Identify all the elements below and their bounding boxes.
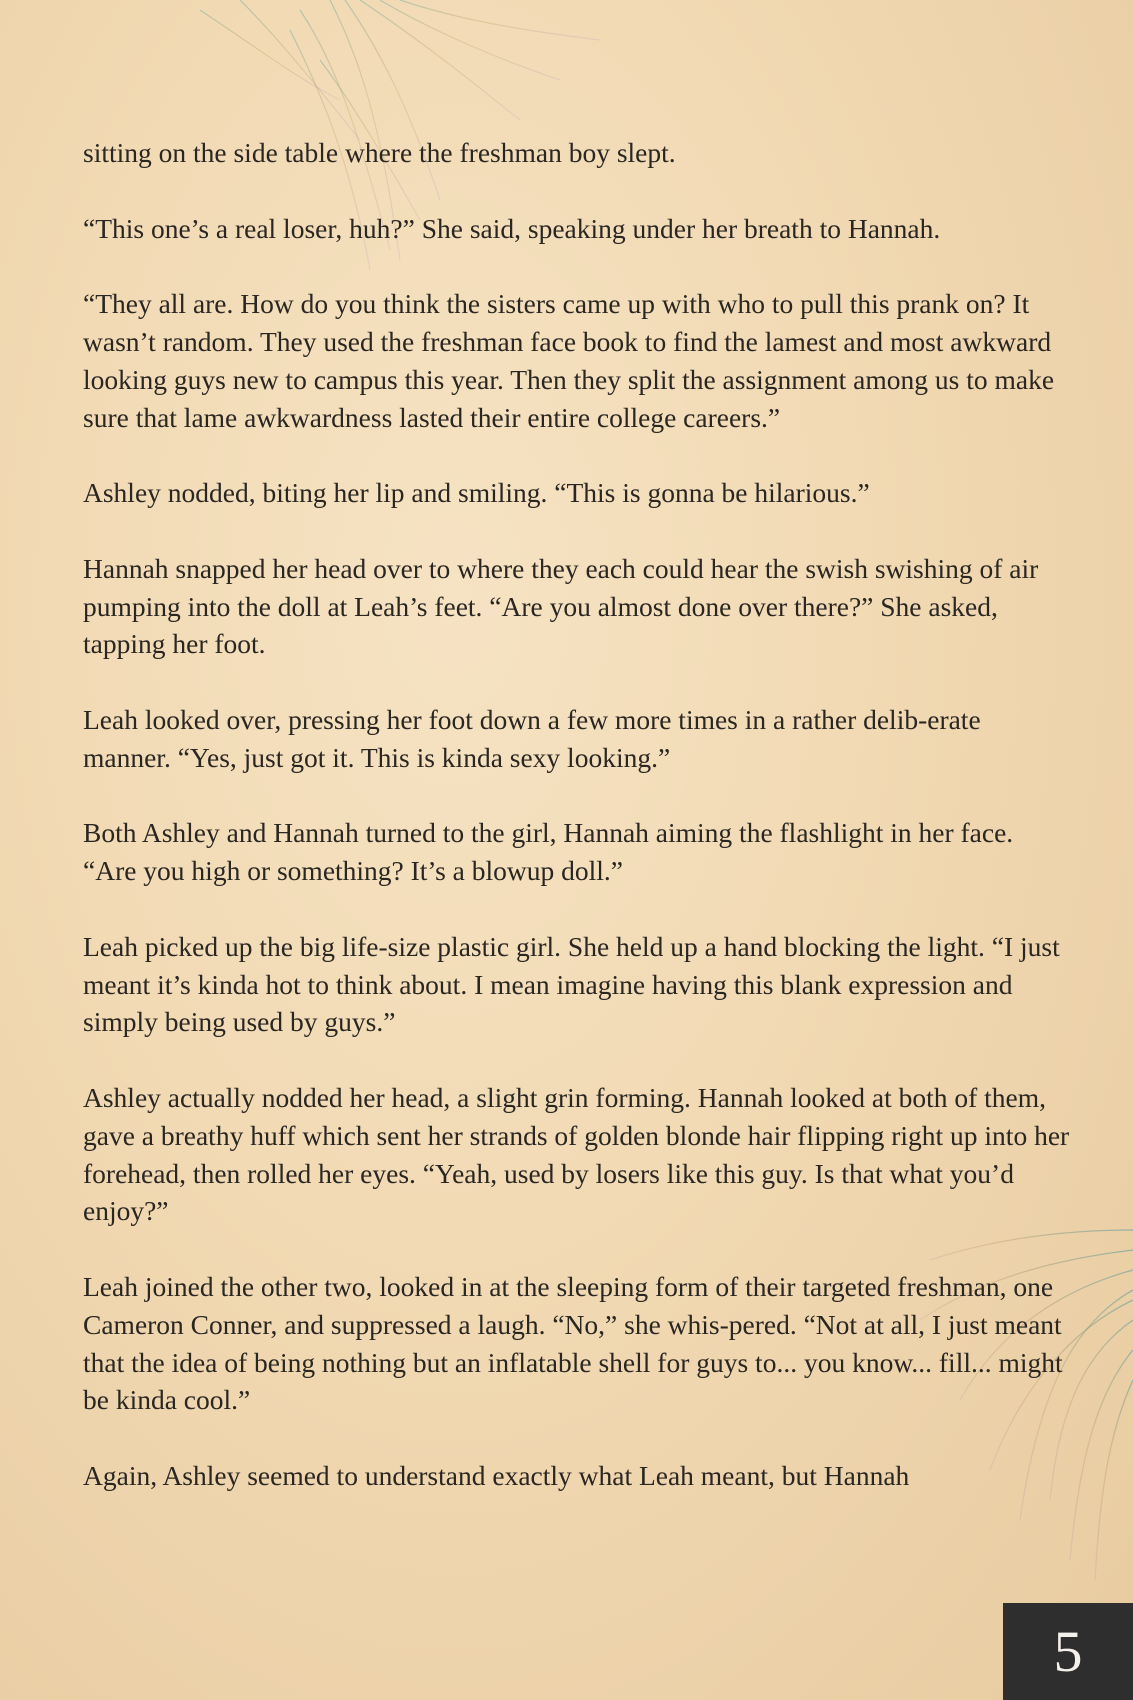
paragraph: sitting on the side table where the freshman boy slept. — [83, 137, 676, 168]
paragraph: “This one’s a real loser, huh?” She said, speaking under her breath to Hannah. — [83, 212, 941, 244]
paragraph: Ashley actually nodded her head, a slight grin forming. Hannah looked at both of them, gave a breathy huff which sent her strands of golden blonde hair flipping right up into her forehead, then rolled her eyes. “Yeah, used by losers like this guy. Is that what you’d enjoy?” — [83, 1081, 1070, 1227]
paragraph: Leah looked over, pressing her foot down a few more times in a rather delib-erate manner. “Yes, just got it. This is kinda sexy looking.” — [83, 703, 981, 773]
story-text — [83, 134, 1073, 1532]
paragraph: Leah joined the other two, looked in at the sleeping form of their targeted freshman, one Cameron Conner, and suppressed a laugh. “No,” she whis-pered. “Not at all, I just meant that the idea of being nothing but an inflatable shell for guys to... you know... fill... might be kinda cool.” — [83, 1270, 1063, 1416]
paragraph: Both Ashley and Hannah turned to the girl, Hannah aiming the flashlight in her face. “Are you high or something? It’s a blowup doll.” — [83, 817, 1014, 887]
paragraph: Ashley nodded, biting her lip and smiling. “This is gonna be hilarious.” — [83, 477, 870, 509]
page-number-badge — [1003, 1603, 1133, 1700]
paragraph: Leah picked up the big life-size plastic girl. She held up a hand blocking the light. “I just meant it’s kinda hot to think about. I mean imagine having this blank expression and simply being used by guys.” — [83, 930, 1060, 1038]
paragraph: Again, Ashley seemed to understand exactly what Leah meant, but Hannah — [83, 1459, 910, 1491]
page-number: 5 — [1053, 1619, 1083, 1684]
paragraph: Hannah snapped her head over to where they each could hear the swish swishing of air pumping into the doll at Leah’s feet. “Are you almost done over there?” She asked, tapping her foot. — [83, 552, 1039, 660]
paragraph: “They all are. How do you think the sisters came up with who to pull this prank on? It wasn’t random. They used the freshman face book to find the lamest and most awkward looking guys new to campus this year. Then they split the assignment among us to make sure that lame awkwardness lasted their entire college careers.” — [83, 288, 1055, 433]
